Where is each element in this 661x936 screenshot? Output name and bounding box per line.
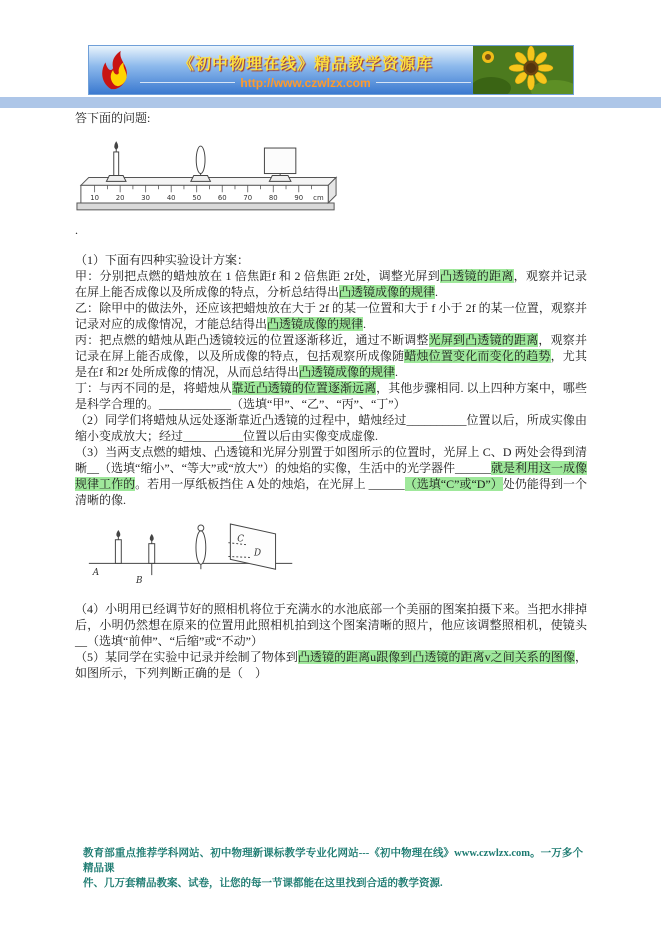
text-run: 位置以后由实像变成虚像. xyxy=(243,429,379,443)
text-run: 乙：除甲中的做法外，还应该把蜡烛放在大于 2f 的某一位置和大于 f 小于 2f 的某一位置，观察并记录对应的成像情况，才能总结得出 xyxy=(75,301,587,331)
text-run: ，如图所示，下列判断正确的是（ ） xyxy=(75,650,587,680)
text-run: ______ xyxy=(454,461,491,475)
paragraph xyxy=(75,268,587,300)
document-content xyxy=(75,110,587,681)
site-url: http://www.czwlzx.com xyxy=(240,75,371,90)
text-run: __ xyxy=(75,634,87,648)
label-d: D xyxy=(253,548,262,559)
highlighted-text: 光屏到凸透镜的距离 xyxy=(428,333,539,347)
text-run: ，其他步骤相同. 以上四种方案中，哪些是科学合理的。 xyxy=(75,381,587,411)
highlighted-text: 凸透镜成像的规律 xyxy=(339,285,436,299)
text-run: 甲：分别把点燃的蜡烛放在 1 倍焦距f 和 2 倍焦距 2f处，调整光屏到 xyxy=(75,269,440,283)
paragraph xyxy=(75,332,587,380)
ruler-label: 70 xyxy=(243,194,253,203)
candle-icon xyxy=(106,142,126,181)
text-run: ，尤其是在f 和2f 处所成像的情况，从而总结得出 xyxy=(75,349,587,379)
text-run: （3）当两支点燃的蜡烛、凸透镜和光屏分别置于如图所示的位置时，光屏上 C、D 两处会得到清晰 xyxy=(75,445,587,475)
text-run: （5）某同学在实验中记录并绘制了物体到 xyxy=(75,650,298,664)
intro-paragraphs xyxy=(75,110,587,126)
highlighted-text: 凸透镜的距离 xyxy=(439,269,514,283)
footer xyxy=(83,846,583,891)
text-run: （2）同学们将蜡烛从远处逐渐靠近凸透镜的过程中，蜡烛经过 xyxy=(75,413,407,427)
optical-bench-figure xyxy=(75,134,587,222)
candle-b-icon xyxy=(149,535,155,575)
ruler-label: 50 xyxy=(192,194,202,203)
label-b: B xyxy=(136,575,143,586)
text-run: （选填“前伸”、“后缩”或“不动”） xyxy=(87,634,263,648)
screen-icon xyxy=(264,148,295,181)
text-run: . xyxy=(75,223,78,237)
banner-text xyxy=(138,51,473,90)
highlighted-text: 蜡烛位置变化而变化的趋势 xyxy=(404,349,551,363)
text-run: 丁：与丙不同的是，将蜡烛从 xyxy=(75,381,232,395)
ruler-label: 80 xyxy=(268,194,278,203)
ruler-label: 20 xyxy=(115,194,125,203)
text-run: 。若用一厚纸板挡住 A 处的烛焰，在光屏上 xyxy=(135,477,369,491)
text-run: （选填“缩小”、“等大”或“放大”）的烛焰的实像，生活中的光学器件 xyxy=(99,461,455,475)
ruler-label: 60 xyxy=(217,194,227,203)
highlighted-text: 就是利用这一成像规律工作的 xyxy=(75,461,587,491)
questions-part2 xyxy=(75,601,587,681)
questions-part1 xyxy=(75,252,587,508)
text-run: 丙：把点燃的蜡烛从距凸透镜较远的位置逐渐移近，通过不断调整 xyxy=(75,333,429,347)
highlighted-text: 靠近凸透镜的位置逐渐远离 xyxy=(231,381,377,395)
text-run: ____________ xyxy=(159,397,232,411)
site-url-row xyxy=(140,76,471,90)
paragraph xyxy=(75,300,587,332)
ruler-label: 30 xyxy=(141,194,151,203)
paragraph xyxy=(75,252,587,268)
ruler-label: 90 xyxy=(294,194,304,203)
bench-base xyxy=(77,203,334,210)
lens-icon xyxy=(191,146,211,181)
text-run: . xyxy=(363,317,367,331)
paragraph xyxy=(75,649,587,681)
lens-setup-figure xyxy=(81,514,587,597)
sunflower-image xyxy=(473,46,573,94)
text-run: ，观察并记录在屏上能否成像以及所成像的特点，分析总结得出 xyxy=(75,269,587,299)
ruler-unit-label: cm xyxy=(313,194,324,203)
text-run: 位置以后，所成实像由缩小变成放大；经过 xyxy=(75,413,587,443)
footer-line: 教育部重点推荐学科网站、初中物理新课标教学专业化网站---《初中物理在线》www.czwlzx.com。一万多个精品课 xyxy=(83,848,583,874)
divider-bar xyxy=(0,97,661,108)
highlighted-text: （选填“C”或“D”） xyxy=(404,477,503,491)
lens-icon xyxy=(196,525,206,569)
text-run: 答下面的问题: xyxy=(75,111,151,125)
divider-line xyxy=(140,82,235,83)
ruler-label: 40 xyxy=(166,194,176,203)
label-a: A xyxy=(92,568,100,579)
paragraph xyxy=(75,412,587,444)
paragraph xyxy=(75,222,587,238)
highlighted-text: 凸透镜成像的规律 xyxy=(299,365,396,379)
text-run: __________ xyxy=(406,413,467,427)
after-figure-paragraphs xyxy=(75,222,587,238)
text-run: （选填“甲”、“乙”、“丙”、“丁”） xyxy=(231,397,406,411)
paragraph xyxy=(75,444,587,508)
text-run: __ xyxy=(87,461,100,475)
text-run: . xyxy=(395,365,399,379)
label-c: C xyxy=(237,534,245,545)
text-run: 处仍能得到一个清晰的像. xyxy=(75,477,587,507)
screen-icon xyxy=(228,524,275,569)
highlighted-text: 凸透镜成像的规律 xyxy=(267,317,364,331)
header-banner xyxy=(88,45,574,95)
footer-line: 件、几万套精品教案、试卷，让您的每一节课都能在这里找到合适的教学资源. xyxy=(83,878,443,889)
candle-a-icon xyxy=(115,531,121,563)
highlighted-text: 凸透镜的距离u跟像到凸透镜的距离v之间关系的图像 xyxy=(297,650,575,664)
text-run: （1）下面有四种实验设计方案： xyxy=(75,253,250,267)
text-run: __________ xyxy=(183,429,244,443)
text-run: ______ xyxy=(368,477,405,491)
divider-line xyxy=(376,82,471,83)
site-title: 《初中物理在线》精品教学资源库 xyxy=(177,55,433,73)
site-logo-icon xyxy=(92,47,138,93)
paragraph xyxy=(75,110,587,126)
ruler-label: 10 xyxy=(90,194,99,203)
text-run: （4）小明用已经调节好的照相机将位于充满水的水池底部一个美丽的图案拍摄下来。当把水排掉后，小明仍然想在原来的位置用此照相机拍到这个图案清晰的照片，他应该调整照相机，使镜头 xyxy=(75,602,587,632)
paragraph xyxy=(75,601,587,649)
text-run: . xyxy=(435,285,439,299)
paragraph xyxy=(75,380,587,412)
text-run: ，观察并记录在屏上能否成像，以及所成像的特点，包括观察所成像随 xyxy=(75,333,587,363)
